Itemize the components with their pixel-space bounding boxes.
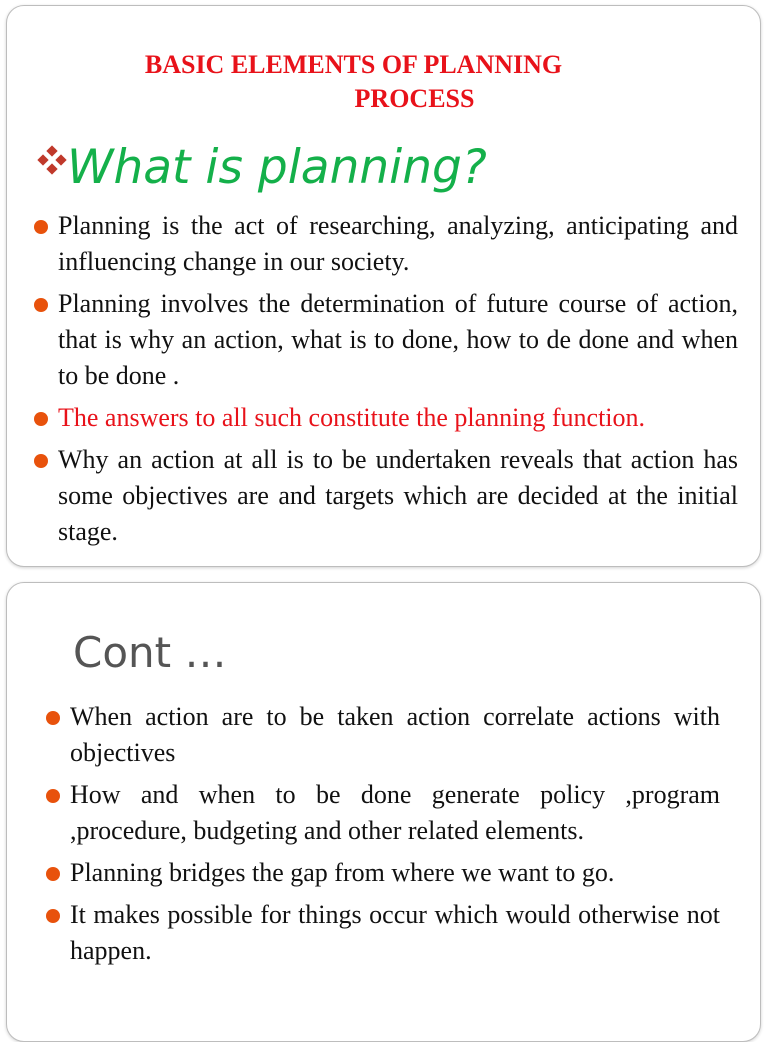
bullet-dot-icon [46, 909, 60, 923]
slide-1 [6, 5, 761, 567]
bullet-dot-icon [46, 711, 60, 725]
diamond-bullet-icon [37, 146, 67, 176]
section-heading: Cont … [73, 628, 227, 677]
list-item-text: It makes possible for things occur which would otherwise not happen. [70, 900, 720, 965]
bullet-dot-icon [34, 412, 48, 426]
slide-title-line-1: BASIC ELEMENTS OF PLANNING [144, 50, 563, 79]
list-item-text: The answers to all such constitute the planning function. [58, 403, 646, 432]
list-item-text: When action are to be taken action correlate actions with objectives [70, 702, 720, 767]
bullet-list [53, 699, 720, 975]
list-item-text: How and when to be done generate policy ,program ,procedure, budgeting and other related elements. [70, 780, 720, 845]
bullet-dot-icon [34, 298, 48, 312]
slide-title-line-2: PROCESS [354, 84, 475, 113]
list-item [53, 699, 720, 771]
list-item-highlight [41, 400, 738, 436]
list-item [41, 208, 738, 280]
slide-2 [6, 582, 761, 1042]
list-item-text: Planning bridges the gap from where we want to go. [70, 858, 615, 887]
list-item [41, 286, 738, 394]
list-item-text: Planning is the act of researching, analyzing, anticipating and influencing change in our society. [58, 211, 738, 276]
section-heading [37, 138, 487, 198]
list-item [41, 442, 738, 550]
bullet-dot-icon [46, 789, 60, 803]
bullet-list [41, 208, 738, 556]
list-item-text: Why an action at all is to be undertaken reveals that action has some objectives are and targets which are decided at the initial stage. [58, 445, 738, 546]
section-heading-text: What is planning? [67, 140, 487, 195]
bullet-dot-icon [34, 454, 48, 468]
slide-title [7, 48, 760, 116]
list-item [53, 855, 720, 891]
list-item [53, 897, 720, 969]
list-item [53, 777, 720, 849]
bullet-dot-icon [46, 867, 60, 881]
bullet-dot-icon [34, 220, 48, 234]
list-item-text: Planning involves the determination of future course of action, that is why an action, what is to done, how to de done and when to be done . [58, 289, 738, 390]
